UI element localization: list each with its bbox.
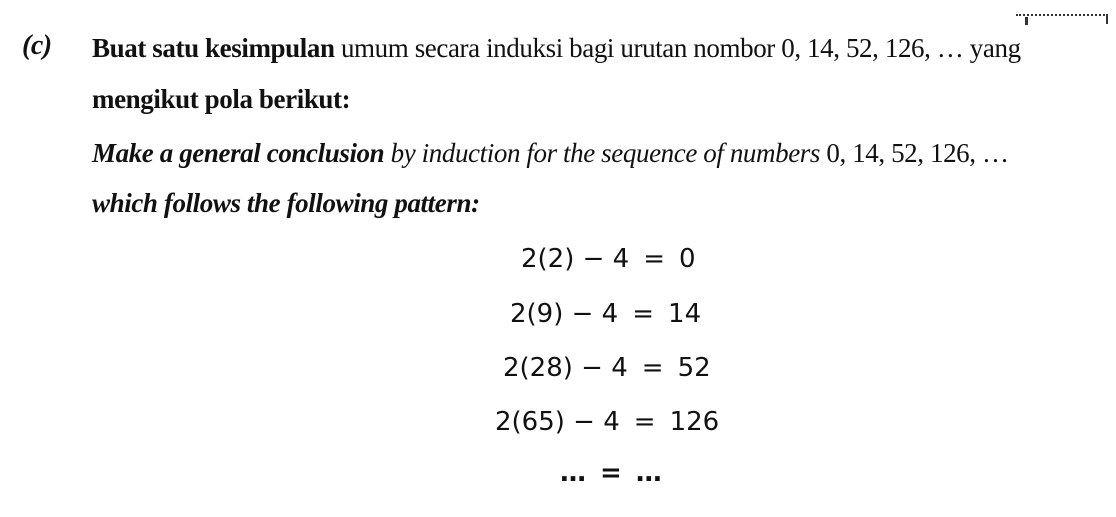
equation-rhs: 52 [677, 353, 711, 383]
english-instruction-emphasis: Make a general conclusion [92, 138, 385, 168]
equation-lhs: 2(2) − 4 [521, 244, 630, 274]
malay-instruction-line-2-text: mengikut pola berikut: [92, 84, 351, 114]
equation-lhs: 2(28) − 4 [503, 353, 628, 383]
english-sequence-numbers: 0, 14, 52, 126, … [826, 138, 1009, 168]
equation-row-2 [510, 299, 701, 329]
page-corner-mark [1016, 14, 1108, 24]
english-instruction-line-1 [92, 138, 1009, 169]
english-instruction-line-2 [92, 188, 480, 219]
equation-rhs: … [635, 458, 662, 488]
equation-row-4 [495, 407, 719, 437]
equation-lhs: … [560, 458, 586, 488]
equation-row-ellipsis [560, 458, 662, 488]
equation-row-1 [521, 244, 696, 274]
equals-sign: = [643, 244, 666, 274]
english-instruction-line-2-text: which follows the following pattern: [92, 188, 480, 218]
equation-lhs: 2(65) − 4 [495, 407, 620, 437]
equation-row-3 [503, 353, 711, 383]
malay-instruction-bold: Buat satu kesimpulan [92, 33, 335, 63]
equation-rhs: 14 [668, 299, 702, 329]
equation-rhs: 126 [669, 407, 720, 437]
malay-instruction-line-2 [92, 84, 350, 115]
english-instruction-rest: by induction for the sequence of numbers [384, 138, 827, 168]
equation-rhs: 0 [679, 244, 696, 274]
malay-instruction-line-1 [92, 33, 1021, 64]
question-label: (c) [22, 30, 52, 61]
malay-instruction-rest: umum secara induksi bagi urutan nombor 0, 14, 52, 126, … yang [334, 33, 1021, 63]
equals-sign: = [632, 299, 655, 329]
equals-sign: = [641, 353, 664, 383]
equals-sign: = [600, 458, 622, 488]
equals-sign: = [633, 407, 656, 437]
equation-lhs: 2(9) − 4 [510, 299, 619, 329]
